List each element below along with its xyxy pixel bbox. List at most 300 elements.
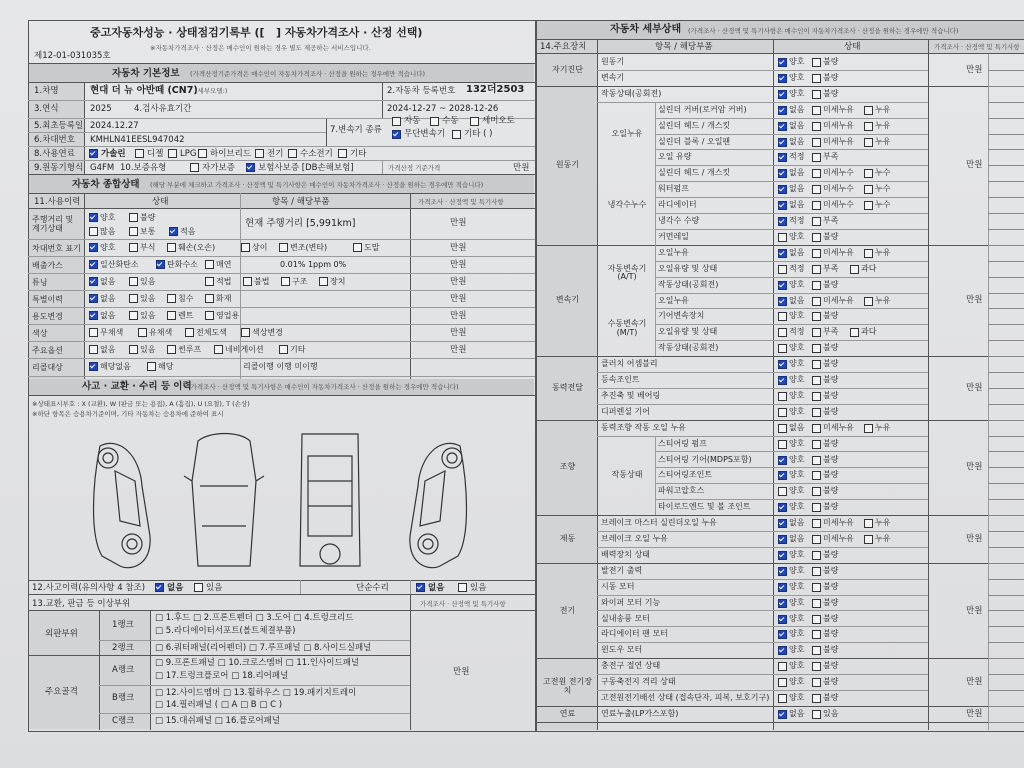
detail-state-checkbox[interactable] xyxy=(864,138,873,147)
detail-state-checkbox[interactable] xyxy=(778,328,787,337)
detail-state-checkbox[interactable] xyxy=(812,344,821,353)
overall-row-detail: 현재 주행거리 [5,991km] xyxy=(245,218,356,229)
detail-state-label: 부족 xyxy=(823,327,839,337)
detail-state-checkbox[interactable] xyxy=(812,646,821,655)
detail-state-checkbox[interactable] xyxy=(850,265,859,274)
detail-item-label: 와이퍼 모터 기능 xyxy=(601,597,661,607)
overall-option-checkbox[interactable] xyxy=(185,328,194,337)
rank2-items: □ 6.쿼터패널(리어펜더) □ 7.루프패널 □ 8.사이드실패널 xyxy=(155,643,372,653)
reg-no: 132더2503 xyxy=(466,84,525,95)
overall-option-checkbox[interactable] xyxy=(167,345,176,354)
row-no-1: 1.차명 xyxy=(34,86,59,96)
detail-state-label: 미세누유 xyxy=(823,104,854,114)
detail-group-unit: 만원 xyxy=(966,462,983,473)
overall-option-checkbox[interactable] xyxy=(89,260,98,269)
overall-col-item: 11.사용이력 xyxy=(34,197,81,207)
detail-item-label: 구동축전지 격리 상태 xyxy=(601,677,676,687)
detail-state-label: 양호 xyxy=(789,231,805,241)
detail-state-checkbox[interactable] xyxy=(812,217,821,226)
detail-state-checkbox[interactable] xyxy=(778,440,787,449)
detail-state-checkbox[interactable] xyxy=(812,662,821,671)
detail-state-label: 양호 xyxy=(789,581,805,591)
overall-option-label: 불법 xyxy=(254,277,270,286)
detail-state-label: 양호 xyxy=(789,486,805,496)
overall-row-unit: 만원 xyxy=(450,294,467,304)
detail-state-label: 불량 xyxy=(823,343,839,353)
detail-item-label: 배력장치 상태 xyxy=(601,549,650,559)
rankB-items-2: □ 14.필러패널 ( □ A □ B □ C ) xyxy=(155,700,283,710)
overall-option-checkbox[interactable] xyxy=(214,345,223,354)
detail-item-label: 브레이크 오일 누유 xyxy=(601,534,668,543)
detail-state-checkbox[interactable] xyxy=(864,424,873,433)
warranty-self-checkbox[interactable] xyxy=(190,163,199,172)
detail-subgroup-name: 수동변속기 (M/T) xyxy=(607,319,647,338)
detail-state-checkbox[interactable] xyxy=(778,90,787,99)
detail-state-checkbox[interactable] xyxy=(812,185,821,194)
overall-option-checkbox[interactable] xyxy=(205,277,214,286)
detail-state-checkbox[interactable] xyxy=(778,630,787,639)
detail-state-checkbox[interactable] xyxy=(778,392,787,401)
overall-option-label: 부식 xyxy=(140,243,156,252)
overall-option-checkbox[interactable] xyxy=(279,345,288,354)
detail-state-checkbox[interactable] xyxy=(778,74,787,83)
detail-state-checkbox[interactable] xyxy=(812,90,821,99)
overall-option-checkbox[interactable] xyxy=(205,260,214,269)
rankC-items: □ 15.대쉬패널 □ 16.플로어패널 xyxy=(155,716,281,726)
simple-yes-checkbox[interactable] xyxy=(458,583,467,592)
detail-state-checkbox[interactable] xyxy=(812,519,821,528)
detail-state-checkbox[interactable] xyxy=(778,169,787,178)
detail-state-checkbox[interactable] xyxy=(812,615,821,624)
fuel-diesel-checkbox[interactable] xyxy=(135,149,144,158)
accident-none-label: 없음 xyxy=(167,583,184,593)
detail-state-label: 양호 xyxy=(789,279,805,289)
overall-option-checkbox[interactable] xyxy=(156,260,165,269)
detail-group-name: 자기진단 xyxy=(552,64,583,74)
detail-state-checkbox[interactable] xyxy=(812,424,821,433)
outer-panel-label: 외판부위 xyxy=(45,629,78,639)
overall-option-checkbox[interactable] xyxy=(89,243,98,252)
detail-state-checkbox[interactable] xyxy=(778,249,787,258)
overall-option-label: 불량 xyxy=(140,213,156,222)
overall-option-label: 적법 xyxy=(216,277,232,286)
detail-state-label: 불량 xyxy=(823,677,839,687)
detail-state-label: 미세누수 xyxy=(823,200,854,210)
detail-item-label: 실린더 커버(로커암 커버) xyxy=(658,104,747,114)
detail-item-label: 스티어링 펌프 xyxy=(658,438,707,448)
overall-option-checkbox[interactable] xyxy=(89,345,98,354)
detail-state-label: 없음 xyxy=(789,104,805,114)
detail-state-checkbox[interactable] xyxy=(812,153,821,162)
page-subtitle: ※자동차가격조사 · 산정은 매수인이 원하는 경우 별도 제공하는 서비스입니다. xyxy=(150,44,371,52)
detail-state-checkbox[interactable] xyxy=(812,551,821,560)
overall-option-checkbox[interactable] xyxy=(129,345,138,354)
overall-option-checkbox[interactable] xyxy=(89,213,98,222)
overall-option-checkbox[interactable] xyxy=(89,277,98,286)
overall-option-label: 없음 xyxy=(100,277,116,286)
detail-state-checkbox[interactable] xyxy=(778,122,787,131)
overall-option-label: 구조 xyxy=(292,277,308,286)
detail-state-checkbox[interactable] xyxy=(812,169,821,178)
overall-option-checkbox[interactable] xyxy=(319,277,328,286)
detail-state-checkbox[interactable] xyxy=(812,567,821,576)
overall-option-checkbox[interactable] xyxy=(205,311,214,320)
detail-state-checkbox[interactable] xyxy=(812,249,821,258)
detail-state-label: 누유 xyxy=(875,104,891,114)
detail-col-price: 가격조사 · 산정액 및 특기사항 xyxy=(934,43,1020,51)
overall-option-checkbox[interactable] xyxy=(138,328,147,337)
detail-state-label: 누유 xyxy=(875,247,891,257)
overall-option-label: 있음 xyxy=(140,277,156,286)
rank1-label: 1랭크 xyxy=(112,620,134,630)
overall-option-label: 없음 xyxy=(100,345,116,354)
detail-state-checkbox[interactable] xyxy=(778,281,787,290)
detail-note: (가격조사 · 산정액 및 특기사항은 매수인이 자동차가격조사 · 산정을 원하는 경우에만 적습니다) xyxy=(688,27,959,35)
detail-state-label: 누유 xyxy=(875,295,891,305)
detail-state-checkbox[interactable] xyxy=(864,297,873,306)
overall-option-checkbox[interactable] xyxy=(279,243,288,252)
rank2-label: 2랭크 xyxy=(112,643,134,653)
detail-state-checkbox[interactable] xyxy=(778,360,787,369)
detail-state-checkbox[interactable] xyxy=(778,583,787,592)
detail-state-checkbox[interactable] xyxy=(778,535,787,544)
detail-state-checkbox[interactable] xyxy=(812,297,821,306)
fuel-hybrid-checkbox[interactable] xyxy=(198,149,207,158)
detail-state-checkbox[interactable] xyxy=(812,535,821,544)
mileage-level-checkbox[interactable] xyxy=(129,227,138,236)
detail-item-label: 작동상태(공회전) xyxy=(658,343,719,353)
rankA-items: □ 9.프론트패널 □ 10.크로스멤버 □ 11.인사이드패널 xyxy=(155,658,360,668)
overall-option-checkbox[interactable] xyxy=(167,243,176,252)
overall-option-checkbox[interactable] xyxy=(129,294,138,303)
detail-state-checkbox[interactable] xyxy=(778,217,787,226)
detail-state-checkbox[interactable] xyxy=(864,169,873,178)
row-no-6: 6.차대번호 xyxy=(34,135,75,145)
detail-state-label: 없음 xyxy=(789,136,805,146)
detail-state-checkbox[interactable] xyxy=(812,630,821,639)
row-no-8: 8.사용연료 xyxy=(34,149,75,159)
detail-state-checkbox[interactable] xyxy=(778,153,787,162)
detail-state-checkbox[interactable] xyxy=(812,122,821,131)
detail-state-checkbox[interactable] xyxy=(812,487,821,496)
detail-state-checkbox[interactable] xyxy=(812,710,821,719)
detail-state-checkbox[interactable] xyxy=(778,567,787,576)
detail-state-label: 양호 xyxy=(789,502,805,512)
detail-state-checkbox[interactable] xyxy=(812,503,821,512)
mileage-level-checkbox[interactable] xyxy=(89,227,98,236)
rank1-items: □ 1.후드 □ 2.프론트펜더 □ 3.도어 □ 4.트렁크리드 xyxy=(155,613,354,623)
overall-option-checkbox[interactable] xyxy=(89,311,98,320)
detail-state-checkbox[interactable] xyxy=(778,710,787,719)
detail-state-checkbox[interactable] xyxy=(864,185,873,194)
detail-state-label: 불량 xyxy=(823,693,839,702)
overall-option-label: 썬루프 xyxy=(178,345,202,354)
detail-group-name: 동력전달 xyxy=(552,382,583,392)
overall-option-checkbox[interactable] xyxy=(167,294,176,303)
detail-state-label: 적정 xyxy=(789,152,805,162)
model-year: 2025 xyxy=(90,104,112,114)
detail-state-checkbox[interactable] xyxy=(812,376,821,385)
detail-state-checkbox[interactable] xyxy=(778,233,787,242)
overall-option-label: 양호 xyxy=(100,213,116,222)
fuel-hydrogen-checkbox[interactable] xyxy=(288,149,297,158)
detail-group-unit: 만원 xyxy=(966,295,983,306)
detail-state-label: 없음 xyxy=(789,168,805,178)
detail-state-label: 미세누유 xyxy=(823,247,854,257)
overall-row-unit: 만원 xyxy=(450,311,467,321)
trans-auto-checkbox[interactable] xyxy=(392,117,401,126)
overall-option-label: 있음 xyxy=(140,294,156,303)
overall-option-label: 있음 xyxy=(140,345,156,354)
detail-item-label: 라디에이터 팬 모터 xyxy=(601,629,668,639)
detail-state-checkbox[interactable] xyxy=(778,185,787,194)
overall-option-checkbox[interactable] xyxy=(205,294,214,303)
detail-state-checkbox[interactable] xyxy=(812,233,821,242)
detail-group-unit: 만원 xyxy=(966,677,983,688)
overall-row-unit: 만원 xyxy=(450,328,467,338)
overall-option-checkbox[interactable] xyxy=(89,294,98,303)
detail-state-checkbox[interactable] xyxy=(778,138,787,147)
trans-manual-checkbox[interactable] xyxy=(430,117,439,126)
detail-state-checkbox[interactable] xyxy=(812,74,821,83)
detail-subgroup-name: 냉각수누수 xyxy=(607,200,647,210)
accident-yes-checkbox[interactable] xyxy=(194,583,203,592)
detail-state-checkbox[interactable] xyxy=(778,344,787,353)
detail-state-checkbox[interactable] xyxy=(778,408,787,417)
detail-state-checkbox[interactable] xyxy=(864,201,873,210)
detail-group-unit: 만원 xyxy=(966,64,983,75)
detail-state-checkbox[interactable] xyxy=(778,694,787,703)
detail-item-label: 연료누출(LP가스포함) xyxy=(601,708,679,718)
detail-state-checkbox[interactable] xyxy=(778,662,787,671)
detail-state-checkbox[interactable] xyxy=(864,535,873,544)
simple-repair-label: 단순수리 xyxy=(356,583,389,593)
overall-col-price: 가격조사 · 산정액 및 특기사항 xyxy=(418,198,504,206)
fuel-electric-checkbox[interactable] xyxy=(255,149,264,158)
detail-state-checkbox[interactable] xyxy=(812,138,821,147)
detail-state-checkbox[interactable] xyxy=(778,599,787,608)
detail-state-label: 불량 xyxy=(823,390,839,400)
warranty-self-label: 자가보증 xyxy=(202,163,235,173)
detail-state-label: 없음 xyxy=(789,708,805,718)
detail-state-checkbox[interactable] xyxy=(812,201,821,210)
detail-state-checkbox[interactable] xyxy=(778,471,787,480)
fuel-hybrid-label: 하이브리드 xyxy=(210,149,252,159)
detail-state-label: 부족 xyxy=(823,263,839,273)
row-no-3: 3.연식 xyxy=(34,104,59,114)
overall-option-label: 해당 xyxy=(158,362,174,371)
overall-row-label: 튜닝 xyxy=(32,278,48,287)
detail-state-checkbox[interactable] xyxy=(778,551,787,560)
detail-state-checkbox[interactable] xyxy=(778,376,787,385)
detail-state-label: 없음 xyxy=(789,247,805,257)
overall-option-label: 침수 xyxy=(178,294,194,303)
warranty-insurance-checkbox[interactable] xyxy=(246,163,255,172)
detail-group-name: 연료 xyxy=(559,708,576,718)
detail-col-item: 항목 / 해당부품 xyxy=(655,42,713,52)
detail-state-checkbox[interactable] xyxy=(778,678,787,687)
detail-state-checkbox[interactable] xyxy=(778,312,787,321)
detail-state-checkbox[interactable] xyxy=(812,328,821,337)
detail-state-checkbox[interactable] xyxy=(812,281,821,290)
detail-state-checkbox[interactable] xyxy=(812,583,821,592)
detail-item-label: 원동기 xyxy=(601,57,625,66)
accident-history-label: 12.사고이력(유의사항 4 참조) xyxy=(32,583,146,593)
detail-state-checkbox[interactable] xyxy=(864,249,873,258)
detail-state-checkbox[interactable] xyxy=(850,328,859,337)
detail-state-checkbox[interactable] xyxy=(778,265,787,274)
detail-state-checkbox[interactable] xyxy=(812,265,821,274)
simple-none-checkbox[interactable] xyxy=(416,583,425,592)
overall-option-checkbox[interactable] xyxy=(129,213,138,222)
detail-group-name: 고전원 전기장치 xyxy=(543,677,592,695)
overall-row-label: 용도변경 xyxy=(32,312,63,321)
overall-option-checkbox[interactable] xyxy=(89,328,98,337)
detail-state-label: 양호 xyxy=(789,597,805,607)
detail-state-label: 없음 xyxy=(789,295,805,305)
car-name: 현대 더 뉴 아반떼 (CN7) xyxy=(90,85,198,96)
detail-item-label: 브레이크 마스터 실린더오일 누유 xyxy=(601,518,717,528)
detail-state-label: 불량 xyxy=(823,311,839,321)
mileage-level-label: 많음 xyxy=(100,227,116,236)
detail-state-label: 양호 xyxy=(789,661,805,671)
detail-state-label: 양호 xyxy=(789,645,805,655)
overall-option-checkbox[interactable] xyxy=(147,362,156,371)
exchange-label: 13.교환, 판금 등 이상부위 xyxy=(32,599,131,609)
overall-option-checkbox[interactable] xyxy=(243,277,252,286)
detail-state-label: 불량 xyxy=(823,231,839,241)
trans-other-checkbox[interactable] xyxy=(452,130,461,139)
detail-state-label: 양호 xyxy=(789,454,805,464)
detail-state-checkbox[interactable] xyxy=(812,678,821,687)
detail-group-unit: 만원 xyxy=(966,533,983,544)
detail-state-label: 불량 xyxy=(823,279,839,289)
detail-state-checkbox[interactable] xyxy=(812,408,821,417)
overall-option-checkbox[interactable] xyxy=(353,243,362,252)
transmission-label: 7.변속기 종류 xyxy=(330,125,382,135)
trans-cvt-checkbox[interactable] xyxy=(392,130,401,139)
mileage-level-label: 보통 xyxy=(140,227,156,236)
overall-row-label: 특별이력 xyxy=(32,295,63,304)
overall-option-checkbox[interactable] xyxy=(129,243,138,252)
detail-state-checkbox[interactable] xyxy=(812,440,821,449)
car-name-detail: (세부모델:) xyxy=(195,87,228,95)
fuel-gasoline-checkbox[interactable] xyxy=(89,149,98,158)
overall-option-checkbox[interactable] xyxy=(89,362,98,371)
detail-state-label: 미세누수 xyxy=(823,168,854,178)
detail-state-checkbox[interactable] xyxy=(778,201,787,210)
detail-state-checkbox[interactable] xyxy=(864,519,873,528)
detail-subgroup-name: 자동변속기 (A/T) xyxy=(607,263,647,282)
detail-state-checkbox[interactable] xyxy=(812,456,821,465)
overall-option-label: 전체도색 xyxy=(196,328,227,337)
detail-state-checkbox[interactable] xyxy=(778,519,787,528)
detail-state-label: 양호 xyxy=(789,88,805,98)
detail-state-label: 불량 xyxy=(823,597,839,607)
overall-row-label: 주요옵션 xyxy=(32,346,63,355)
overall-option-checkbox[interactable] xyxy=(241,243,250,252)
detail-state-label: 불량 xyxy=(823,613,839,623)
detail-state-checkbox[interactable] xyxy=(812,471,821,480)
overall-option-checkbox[interactable] xyxy=(167,311,176,320)
overall-option-label: 양호 xyxy=(100,243,116,252)
overall-option-label: 해당없음 xyxy=(100,362,131,371)
detail-state-label: 불량 xyxy=(823,57,839,66)
overall-row-detail: 0.01% 1ppm 0% xyxy=(280,260,347,269)
simple-yes-label: 있음 xyxy=(470,583,487,593)
fuel-other-checkbox[interactable] xyxy=(338,149,347,158)
overall-option-checkbox[interactable] xyxy=(129,311,138,320)
trans-manual-label: 수동 xyxy=(442,116,459,126)
overall-option-checkbox[interactable] xyxy=(241,328,250,337)
detail-state-checkbox[interactable] xyxy=(778,456,787,465)
overall-option-label: 네비게이션 xyxy=(225,345,264,354)
fuel-hydrogen-label: 수소전기 xyxy=(300,149,333,159)
price-ref-unit: 만원 xyxy=(513,163,530,173)
detail-state-label: 누수 xyxy=(875,184,891,194)
overall-row-label: 배출가스 xyxy=(32,261,63,270)
accident-none-checkbox[interactable] xyxy=(155,583,164,592)
fuel-lpg-checkbox[interactable] xyxy=(168,149,177,158)
mileage-level-checkbox[interactable] xyxy=(169,227,178,236)
detail-state-checkbox[interactable] xyxy=(778,106,787,115)
detail-group-name: 원동기 xyxy=(555,160,580,170)
overall-option-checkbox[interactable] xyxy=(129,277,138,286)
detail-state-checkbox[interactable] xyxy=(778,487,787,496)
detail-item-label: 오일유량 및 상태 xyxy=(658,327,718,337)
detail-state-label: 적정 xyxy=(789,263,805,273)
detail-state-checkbox[interactable] xyxy=(864,106,873,115)
detail-group-unit: 만원 xyxy=(966,160,983,171)
fuel-electric-label: 전기 xyxy=(267,149,284,159)
overall-option-label: 매연 xyxy=(216,260,232,269)
detail-state-label: 미세누유 xyxy=(823,534,854,543)
detail-state-checkbox[interactable] xyxy=(778,58,787,67)
detail-item-label: 스티어링조인트 xyxy=(658,470,713,480)
detail-state-checkbox[interactable] xyxy=(812,360,821,369)
detail-state-checkbox[interactable] xyxy=(864,122,873,131)
detail-state-label: 미세누유 xyxy=(823,295,854,305)
detail-state-checkbox[interactable] xyxy=(778,503,787,512)
detail-state-checkbox[interactable] xyxy=(812,106,821,115)
simple-none-label: 없음 xyxy=(428,583,445,593)
detail-state-checkbox[interactable] xyxy=(778,646,787,655)
detail-state-checkbox[interactable] xyxy=(778,297,787,306)
detail-state-label: 없음 xyxy=(789,422,805,432)
detail-state-label: 양호 xyxy=(789,390,805,400)
detail-state-checkbox[interactable] xyxy=(812,58,821,67)
overall-option-label: 도말 xyxy=(364,243,380,252)
detail-state-label: 미세누유 xyxy=(823,136,854,146)
detail-col-device: 14.주요장치 xyxy=(540,42,587,52)
detail-group-name: 변속기 xyxy=(555,295,580,305)
rankB-label: B랭크 xyxy=(112,693,135,703)
detail-item-label: 오일 유량 xyxy=(658,152,692,162)
detail-state-checkbox[interactable] xyxy=(778,424,787,433)
detail-state-checkbox[interactable] xyxy=(812,694,821,703)
rankA-label: A랭크 xyxy=(112,665,135,675)
basic-info-title: 자동차 기본정보 xyxy=(112,68,180,79)
detail-item-label: 실린더 헤드 / 개스킷 xyxy=(658,120,731,130)
overall-option-label: 변조(변타) xyxy=(290,243,328,252)
trans-semi-checkbox[interactable] xyxy=(470,117,479,126)
overall-row-unit: 만원 xyxy=(450,243,467,253)
detail-state-checkbox[interactable] xyxy=(812,392,821,401)
detail-state-checkbox[interactable] xyxy=(778,615,787,624)
detail-state-checkbox[interactable] xyxy=(812,312,821,321)
detail-state-checkbox[interactable] xyxy=(812,599,821,608)
overall-option-checkbox[interactable] xyxy=(281,277,290,286)
